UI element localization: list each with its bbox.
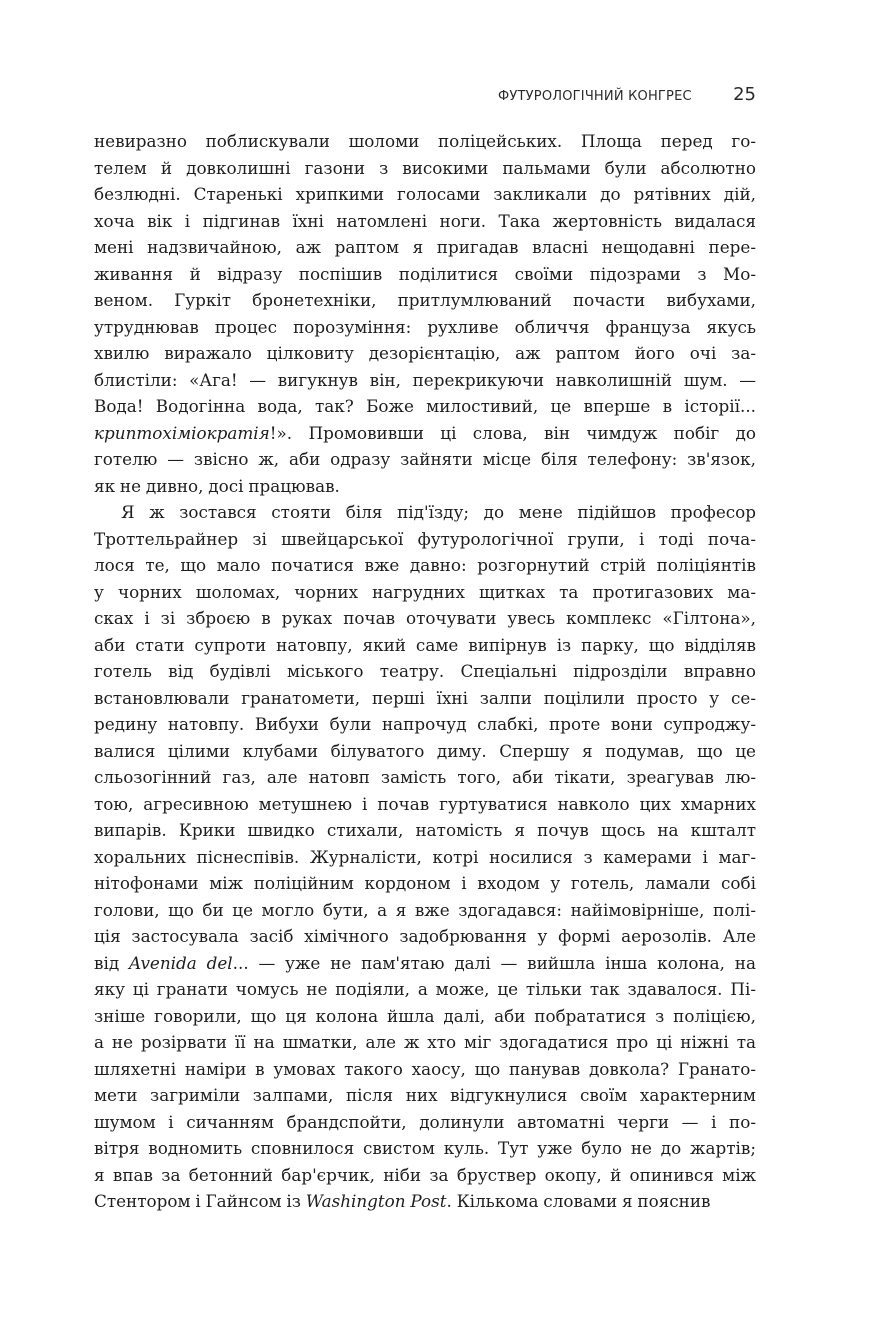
text-run: хоча вік і підгинав їхні натомлені ноги. Така жертовність видалася xyxy=(94,210,756,231)
text-line xyxy=(94,1162,756,1189)
text-run: Я ж зостався стояти біля під'їзду; до мене підійшов професор xyxy=(121,502,756,522)
text-line xyxy=(94,287,756,314)
text-line xyxy=(94,181,756,208)
text-run: веном. Гуркіт бронетехніки, притлумлюваний почасти вибухами, xyxy=(94,290,756,310)
text-line xyxy=(94,1003,756,1030)
text-run: Троттельрайнер зі швейцарської футурологічної групи, і тоді поча- xyxy=(94,528,756,549)
text-line xyxy=(94,711,756,738)
text-line xyxy=(94,367,756,394)
text-run: яку ці гранати чомусь не подіяли, а може, це тільки так здавалося. Пі- xyxy=(94,979,756,999)
text-run: у чорних шоломах, чорних нагрудних щитках та протигазових ма- xyxy=(94,581,756,602)
text-run: !». Промовивши ці слова, він чимдуж побіг до xyxy=(269,422,756,443)
text-run: сльозогінний газ, але натовп замість того, аби тікати, зреагував лю- xyxy=(94,767,756,787)
italic-text: Washington Post xyxy=(305,1191,447,1211)
text-run: від xyxy=(94,952,129,973)
text-line xyxy=(94,844,756,871)
text-run: а не розірвати її на шматки, але ж хто міг здогадатися про ці ніжні та xyxy=(94,1032,756,1052)
text-run: валися цілими клубами білуватого диму. Спершу я подумав, що це xyxy=(94,740,756,761)
text-run: хвилю виражало цілковиту дезорієнтацію, аж раптом його очі за- xyxy=(94,343,756,363)
text-run: нітофонами між поліційним кордоном і входом у готель, ламали собі xyxy=(94,873,756,893)
text-run: готелю — звісно ж, аби одразу зайняти місце біля телефону: зв'язок, xyxy=(94,449,756,469)
text-line xyxy=(94,817,756,844)
text-run: ція застосувала засіб хімічного задобрювання у формі аерозолів. Але xyxy=(94,926,756,946)
text-line xyxy=(94,340,756,367)
text-line xyxy=(94,1109,756,1136)
text-run: тою, агресивною метушнею і почав гуртуватися навколо цих хмарних xyxy=(94,793,756,814)
italic-text: криптохіміократія xyxy=(94,422,270,443)
text-run: блистіли: «Ага! — вигукнув він, перекрикуючи навколишній шум. — xyxy=(94,369,756,390)
page-number: 25 xyxy=(733,84,756,105)
text-line xyxy=(94,552,756,579)
text-run: встановлювали гранатомети, перші їхні залпи поцілили просто у се- xyxy=(94,687,756,708)
text-line xyxy=(94,1056,756,1083)
text-run: телем й довколишні газони з високими пальмами були абсолютно xyxy=(94,157,756,178)
text-line xyxy=(94,499,756,526)
text-line xyxy=(94,420,756,447)
text-line xyxy=(94,1188,756,1215)
text-line xyxy=(94,1029,756,1056)
text-line xyxy=(94,605,756,632)
text-run: ... — уже не пам'ятаю далі — вийшла інша колона, на xyxy=(232,952,756,973)
running-head xyxy=(498,84,756,108)
text-run: Вода! Водогінна вода, так? Боже милостивий, це вперше в історії... xyxy=(94,396,756,416)
text-run: редину натовпу. Вибухи були напрочуд слабкі, проте вони супроджу- xyxy=(94,714,756,734)
text-line xyxy=(94,526,756,553)
text-run: невиразно поблискували шоломи поліцейських. Площа перед го- xyxy=(94,131,756,151)
text-run: хоральних піснеспівів. Журналісти, котрі носилися з камерами і маг- xyxy=(94,846,756,867)
text-line xyxy=(94,579,756,606)
text-run: готель від будівлі міського театру. Спеціальні підрозділи вправно xyxy=(94,661,756,681)
text-line xyxy=(94,738,756,765)
text-run: вітря водномить сповнилося свистом куль. Тут уже було не до жартів; xyxy=(94,1138,756,1158)
italic-text: Avenida del xyxy=(129,952,233,973)
text-line xyxy=(94,685,756,712)
text-run: шумом і сичанням брандспойти, долинули автоматні черги — і по- xyxy=(94,1111,756,1132)
text-line xyxy=(94,950,756,977)
text-line xyxy=(94,473,756,500)
text-run: випарів. Крики швидко стихали, натомість я почув щось на кшталт xyxy=(94,820,756,840)
text-line xyxy=(94,976,756,1003)
text-run: аби стати супроти натовпу, який саме випірнув із парку, що відділяв xyxy=(94,634,756,655)
text-line xyxy=(94,128,756,155)
text-run: я впав за бетонний бар'єрчик, ніби за бруствер окопу, й опинився між xyxy=(94,1164,756,1185)
text-line xyxy=(94,923,756,950)
text-run: лося те, що мало початися вже давно: розгорнутий стрій поліціянтів xyxy=(94,555,756,575)
text-line xyxy=(94,764,756,791)
text-run: зніше говорили, що ця колона йшла далі, аби побрататися з поліцією, xyxy=(94,1005,756,1026)
text-line xyxy=(94,155,756,182)
text-line xyxy=(94,632,756,659)
text-run: безлюдні. Старенькі хрипкими голосами закликали до рятівних дій, xyxy=(94,184,756,204)
text-line xyxy=(94,897,756,924)
text-run: шляхетні наміри в умовах такого хаосу, що панував довкола? Гранато- xyxy=(94,1058,756,1079)
text-run: . Кількома словами я пояснив xyxy=(446,1191,711,1211)
text-line xyxy=(94,1135,756,1162)
text-run: сках і зі зброєю в руках почав оточувати увесь комплекс «Гілтона», xyxy=(94,608,756,628)
text-run: живання й відразу поспішив поділитися своїми підозрами з Мо- xyxy=(94,263,756,284)
text-run: утруднював процес порозуміння: рухливе обличчя француза якусь xyxy=(94,316,756,337)
text-run: як не дивно, досі працював. xyxy=(94,475,340,496)
text-line xyxy=(94,234,756,261)
text-run: Стентором і Гайнсом із xyxy=(94,1191,306,1211)
text-line xyxy=(94,314,756,341)
text-line xyxy=(94,261,756,288)
text-line xyxy=(94,791,756,818)
text-line xyxy=(94,393,756,420)
text-line xyxy=(94,208,756,235)
text-run: мети загриміли залпами, після них відгукнулися своїм характерним xyxy=(94,1085,756,1105)
text-run: мені надзвичайною, аж раптом я пригадав власні нещодавні пере- xyxy=(94,237,756,257)
text-line xyxy=(94,870,756,897)
text-line xyxy=(94,446,756,473)
text-run: голови, що би це могло бути, а я вже здогадався: найімовірніше, полі- xyxy=(94,899,756,920)
text-line xyxy=(94,1082,756,1109)
running-title: ФУТУРОЛОГІЧНИЙ КОНГРЕС xyxy=(498,89,692,104)
body-text xyxy=(94,128,756,1215)
text-line xyxy=(94,658,756,685)
